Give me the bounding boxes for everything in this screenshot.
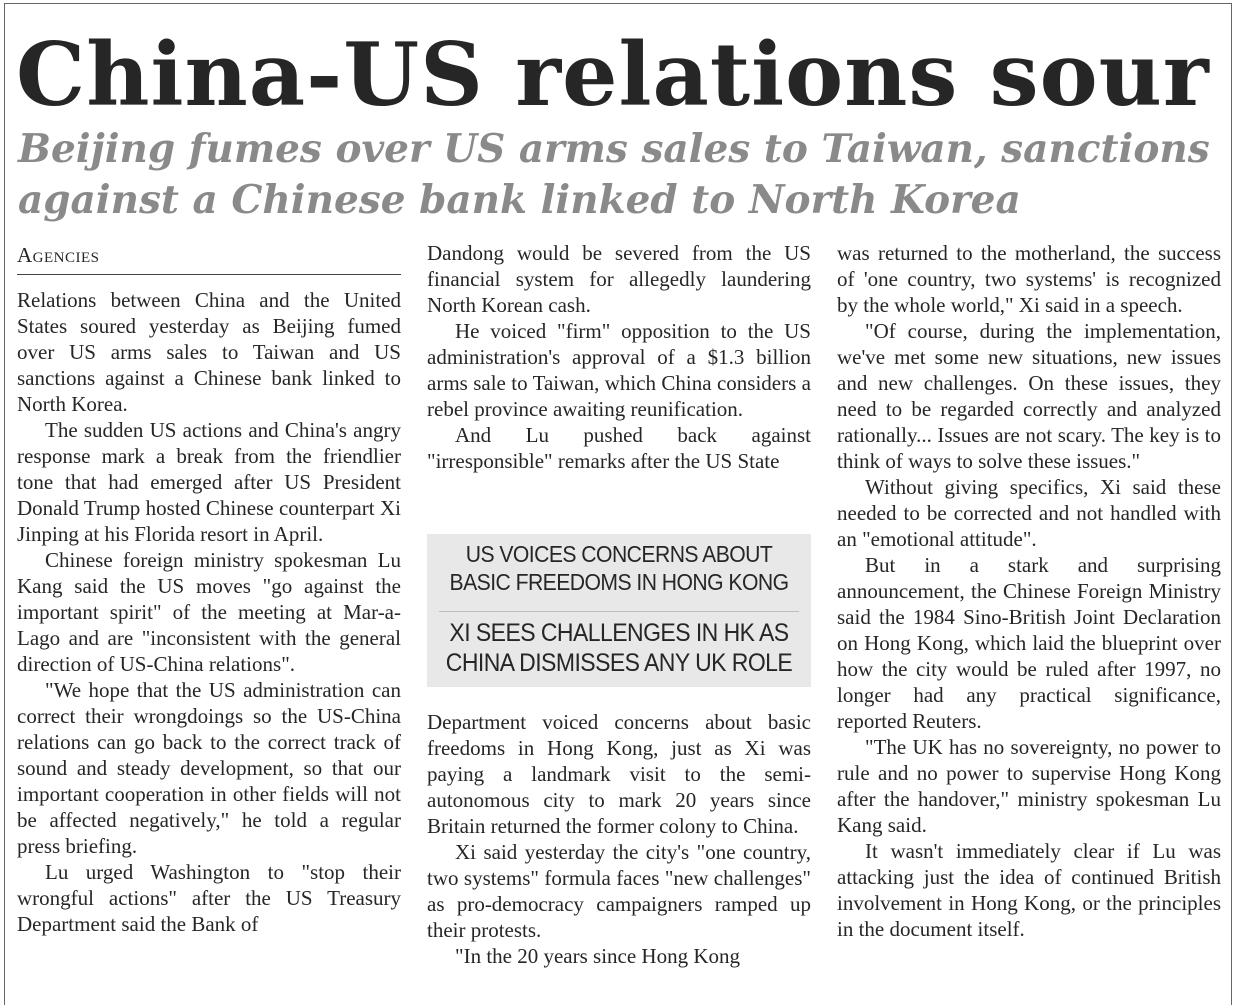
headline: China-US relations sour <box>16 23 1210 126</box>
pull-quote-box <box>427 534 811 687</box>
byline-rule <box>17 274 401 275</box>
paragraph: "In the 20 years since Hong Kong <box>455 944 741 968</box>
paragraph: Xi said yesterday the city's "one country, two systems" formula faces "new challenges" as pro-democracy campaigners ramped up their protests. <box>427 840 811 942</box>
page-border-left <box>4 3 5 1005</box>
paragraph: It wasn't immediately clear if Lu was attacking just the idea of continued British involvement in Hong Kong, or the principles in the document itself. <box>837 839 1221 941</box>
column-2-bottom <box>427 709 811 969</box>
paragraph: But in a stark and surprising announcement, the Chinese Foreign Ministry said the 1984 Sino-British Joint Declaration on Hong Kong, which laid the blueprint over how the city would be ruled after 1997, no longer had any practical significance, reported Reuters. <box>837 553 1221 733</box>
column-2-top <box>427 240 811 474</box>
column-1 <box>17 287 401 937</box>
pull-quote-divider <box>439 611 799 612</box>
paragraph: Lu urged Washington to "stop their wrongful actions" after the US Treasury Department said the Bank of <box>17 860 401 936</box>
paragraph: And Lu pushed back against "irresponsible" remarks after the US State <box>427 423 811 473</box>
paragraph: "We hope that the US administration can correct their wrongdoings so the US-China relations can go back to the correct track of sound and steady development, so that our important cooperation in other fields will not be affected negatively," he told a regular press briefing. <box>17 678 401 858</box>
paragraph: Without giving specifics, Xi said these needed to be corrected and not handled with an "emotional attitude". <box>837 475 1221 551</box>
page-border-top <box>4 3 1232 4</box>
paragraph: Department voiced concerns about basic freedoms in Hong Kong, just as Xi was paying a landmark visit to the semi-autonomous city to mark 20 years since Britain returned the former colony to China. <box>427 710 811 838</box>
pull-quote: US VOICES CONCERNS ABOUT BASIC FREEDOMS IN HONG KONG <box>449 541 789 595</box>
page-border-right <box>1231 3 1232 1005</box>
paragraph: "The UK has no sovereignty, no power to rule and no power to supervise Hong Kong after the handover," ministry spokesman Lu Kang said. <box>837 735 1221 837</box>
paragraph: "Of course, during the implementation, we've met some new situations, new issues and new challenges. On these issues, they need to be regarded correctly and analyzed rationally... Issues are not scary. The key is to think of ways to solve these issues." <box>837 319 1221 473</box>
paragraph: Chinese foreign ministry spokesman Lu Kang said the US moves "go against the important spirit" of the meeting at Mar-a-Lago and are "inconsistent with the general direction of US-China relations". <box>17 548 401 676</box>
paragraph: He voiced "firm" opposition to the US administration's approval of a $1.3 billion arms sale to Taiwan, which China considers a rebel province awaiting reunification. <box>427 319 811 421</box>
byline: Agencies <box>17 243 100 267</box>
paragraph: Dandong would be severed from the US financial system for allegedly laundering North Korean cash. <box>427 241 811 317</box>
paragraph: was returned to the motherland, the success of 'one country, two systems' is recognized by the whole world," Xi said in a speech. <box>837 241 1221 317</box>
paragraph: The sudden US actions and China's angry response mark a break from the friendlier tone that had emerged after US President Donald Trump hosted Chinese counterpart Xi Jinping at his Florida resort in April. <box>17 418 401 546</box>
paragraph: Relations between China and the United States soured yesterday as Beijing fumed over US arms sales to Taiwan and US sanctions against a Chinese bank linked to North Korea. <box>17 288 401 416</box>
column-3 <box>837 240 1221 942</box>
pull-quote: XI SEES CHALLENGES IN HK AS CHINA DISMISSES ANY UK ROLE <box>445 619 793 677</box>
subheadline: Beijing fumes over US arms sales to Taiwan, sanctions against a Chinese bank linked to North Korea <box>18 126 1210 223</box>
